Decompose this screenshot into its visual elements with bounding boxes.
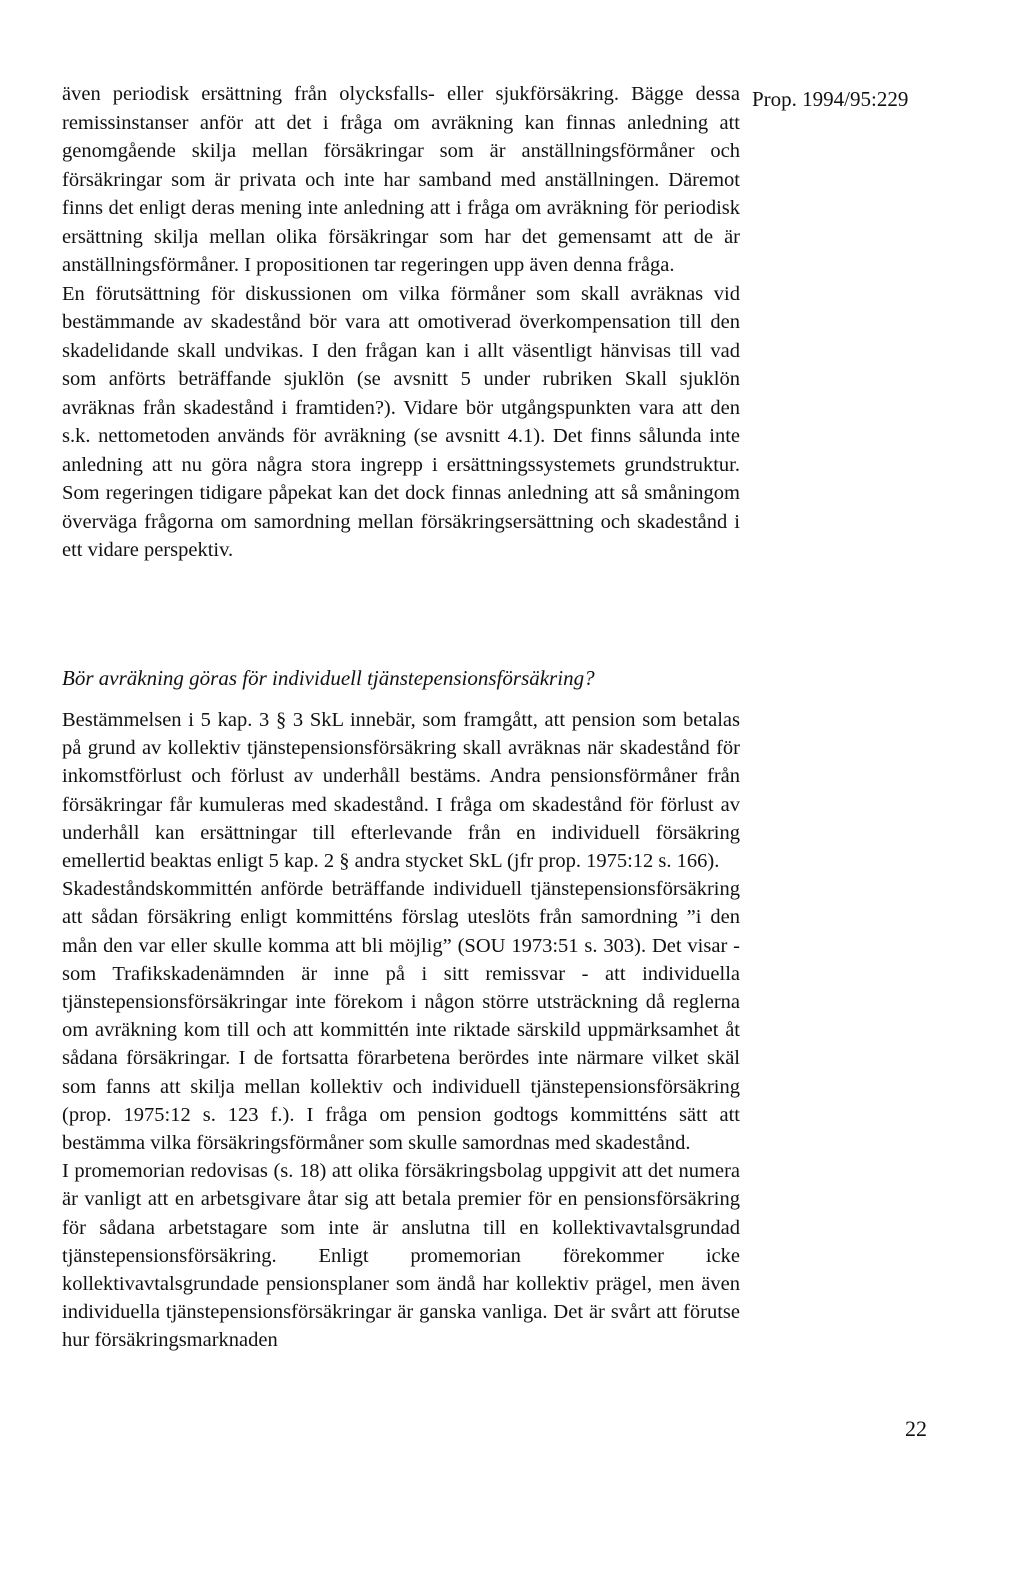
page-number: 22	[905, 1416, 927, 1441]
proposition-reference: Prop. 1994/95:229	[752, 87, 909, 111]
paragraph: även periodisk ersättning från olycksfalls- eller sjukförsäkring. Bägge dessa remissinstanser anför att det i fråga om avräkning kan finnas anledning att genomgående skilja mellan försäkringar som är anställningsförmåner och försäkringar som är privata och inte har samband med anställningen. Däremot finns det enligt deras mening inte anledning att i fråga om avräkning för periodisk ersättning skilja mellan olika försäkringar som har det gemensamt att de är anställningsförmåner. I propositionen tar regeringen upp även denna fråga.	[62, 83, 740, 276]
section-individual-pension	[62, 706, 740, 1355]
paragraph: I promemorian redovisas (s. 18) att olika försäkringsbolag uppgivit att det numera är vanligt att en arbetsgivare åtar sig att betala premier för en pensionsförsäkring för sådana arbetstagare som inte är anslutna till en kollektivavtalsgrundad tjänstepensionsförsäkring. Enligt promemorian förekommer icke kollektivavtalsgrundade pensionsplaner som ändå har kollektiv prägel, men även individuella tjänstepensionsförsäkringar är ganska vanliga. Det är svårt att förutse hur försäkringsmarknaden	[62, 1160, 740, 1352]
paragraph: Bestämmelsen i 5 kap. 3 § 3 SkL innebär, som framgått, att pension som betalas på grund av kollektiv tjänstepensionsförsäkring skall avräknas när skadestånd för inkomstförlust och förlust av underhåll bestäms. Andra pensionsförmåner från försäkringar får kumuleras med skadestånd. I fråga om skadestånd för förlust av underhåll kan ersättningar till efterlevande från en individuell försäkring emellertid beaktas enligt 5 kap. 2 § andra stycket SkL (jfr prop. 1975:12 s. 166).	[62, 709, 740, 873]
paragraph: En förutsättning för diskussionen om vilka förmåner som skall avräknas vid bestämmande av skadestånd bör vara att omotiverad överkompensation till den skadelidande skall undvikas. I den frågan kan i allt väsentligt hänvisas till vad som anförts beträffande sjuklön (se avsnitt 5 under rubriken Skall sjuklön avräknas från skadestånd i framtiden?). Vidare bör utgångspunkten vara att den s.k. nettometoden används för avräkning (se avsnitt 4.1). Det finns sålunda inte anledning att nu göra några stora ingrepp i ersättningssystemets grundstruktur. Som regeringen tidigare påpekat kan det dock finnas anledning att så småningom överväga frågorna om samordning mellan försäkringsersättning och skadestånd i ett vidare perspektiv.	[62, 282, 740, 561]
section-heading: Bör avräkning göras för individuell tjänstepensionsförsäkring?	[62, 666, 595, 690]
paragraph: Skadeståndskommittén anförde beträffande individuell tjänstepensionsförsäkring att sådan försäkring enligt kommitténs förslag uteslöts från samordning ”i den mån den var eller skulle komma att bli möjlig” (SOU 1973:51 s. 303). Det visar - som Trafikskadenämnden är inne på i sitt remissvar - att individuella tjänstepensionsförsäkringar inte förekom i någon större utsträckning då reglerna om avräkning kom till och att kommittén inte riktade särskild uppmärksamhet åt sådana försäkringar. I de fortsatta förarbetena berördes inte närmare vilket skäl som fanns att skilja mellan kollektiv och individuell tjänstepensionsförsäkring (prop. 1975:12 s. 123 f.). I fråga om pension godtogs kommitténs sätt att bestämma vilka försäkringsförmåner som skulle samordnas med skadestånd.	[62, 878, 740, 1155]
section-intro	[62, 80, 740, 565]
